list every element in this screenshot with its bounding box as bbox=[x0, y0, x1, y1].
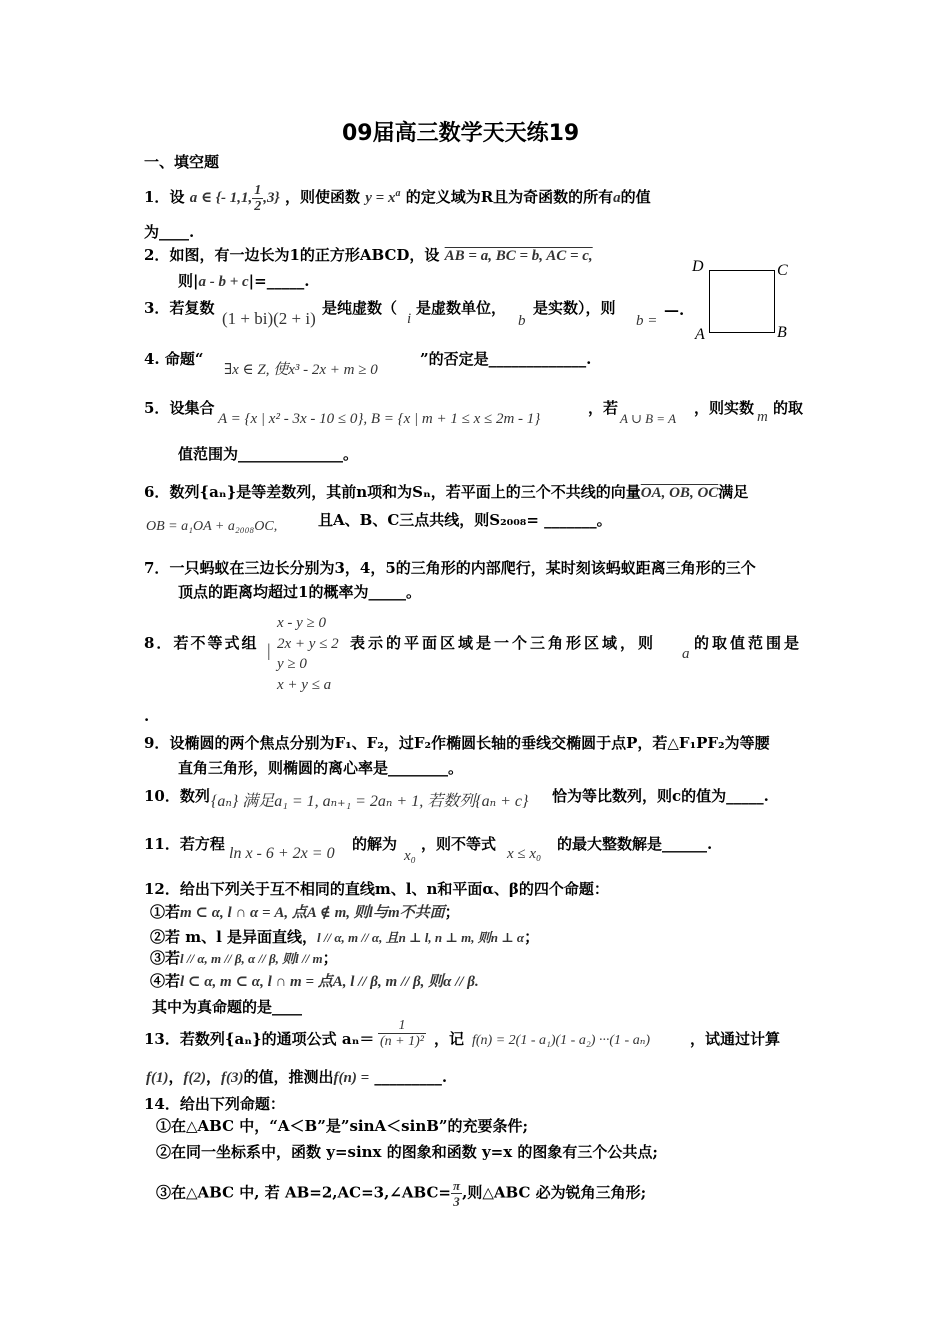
q7-line1: 7．一只蚂蚁在三边长分别为3，4，5的三角形的内部爬行，某时刻该蚂蚁距离三角形的三个 bbox=[144, 559, 756, 577]
q11-post: 的最大整数解是______. bbox=[557, 835, 713, 853]
q12-line1: 12．给出下列关于互不相同的直线m、l、n和平面α、β的四个命题： bbox=[144, 880, 609, 898]
q11-mid2: ，则不等式 bbox=[421, 835, 497, 853]
q3-expr: (1 + bi)(2 + i) bbox=[222, 309, 316, 328]
q6-line1: 6．数列{aₙ}是等差数列，其前n项和为Sₙ，若平面上的三个不共线的向量OA, OB, OC满足 bbox=[144, 483, 749, 501]
section-heading: 一、填空题 bbox=[144, 153, 220, 171]
q10-pre: 10．数列 bbox=[144, 787, 210, 805]
q5-pre: 5．设集合 bbox=[144, 399, 215, 417]
q5-var: m bbox=[757, 409, 768, 425]
q8-brace: | bbox=[267, 640, 271, 660]
q14-item-2: ②在同一坐标系中，函数 y=sinx 的图象和函数 y=x 的图象有三个公共点; bbox=[156, 1143, 658, 1161]
vertex-a-label: A bbox=[695, 326, 705, 343]
q11-mid: 的解为 bbox=[352, 835, 398, 853]
q3-b: b bbox=[518, 313, 526, 329]
q12-item-2: ②若 m、l 是异面直线，l // α, m // α, 且n ⊥ l, n ⊥ m, 则n ⊥ α； bbox=[150, 928, 540, 946]
q12-item-4: ④若l ⊂ α, m ⊂ α, l ∩ m = 点A, l // β, m // β, 则α // β. bbox=[150, 972, 479, 990]
q9-line2: 直角三角形，则椭圆的离心率是________。 bbox=[178, 759, 464, 777]
q13-line2: f(1)，f(2)，f(3)的值，推测出f(n) = _________. bbox=[146, 1068, 448, 1086]
q8-var: a bbox=[682, 646, 690, 662]
q13-mid: ，记 bbox=[434, 1030, 465, 1048]
q12-item-1: ①若m ⊂ α, l ∩ α = A, 点A ∉ m, 则l与m不共面； bbox=[150, 903, 460, 921]
q12-conclusion: 其中为真命题的是____ bbox=[152, 998, 303, 1016]
q12-item-3: ③若l // α, m // β, α // β, 则l // m； bbox=[150, 949, 338, 967]
q10-expr: {aₙ} 满足a₁ = 1, aₙ₊₁ = 2aₙ + 1, 若数列{aₙ + c} bbox=[211, 793, 529, 810]
q3-tail: b = bbox=[636, 313, 658, 329]
q1-set: a ∈ {- 1,1, $\frac{1}{2}$ ,3} bbox=[189, 183, 280, 214]
q3-mid1: 是纯虚数（ bbox=[322, 299, 398, 317]
q3-end: —. bbox=[664, 301, 685, 319]
q11-x0: x₀ bbox=[404, 848, 416, 864]
q11-expr: ln x - 6 + 2x = 0 bbox=[229, 845, 335, 862]
q2-line2: 则|a - b + c|=_____. bbox=[178, 272, 310, 290]
square-figure bbox=[709, 270, 775, 333]
q8-mid: 表示的平面区域是一个三角形区域，则 bbox=[350, 634, 657, 652]
q11-ineq: x ≤ x₀ bbox=[507, 846, 542, 862]
q1-func: $y = x^a$ bbox=[365, 187, 401, 206]
q5-expr: A = {x | x² - 3x - 10 ≤ 0}, B = {x | m + 1 ≤ x ≤ 2m - 1} bbox=[218, 411, 541, 427]
q11-pre: 11．若方程 bbox=[144, 835, 225, 853]
q14-item-1: ①在△ABC 中，“A＜B”是”sinA＜sinB”的充要条件; bbox=[156, 1117, 529, 1135]
q3-mid2: 是虚数单位， bbox=[416, 299, 507, 317]
q7-line2: 顶点的距离均超过1的概率为_____。 bbox=[178, 583, 421, 601]
q4-post: ”的否定是_____________. bbox=[420, 350, 592, 368]
q3-line: 3．若复数 bbox=[144, 299, 215, 317]
page-title: 09届高三数学天天练19 bbox=[342, 121, 580, 146]
q13-expr: f(n) = 2(1 - a₁)(1 - a₂) ···(1 - aₙ) bbox=[472, 1033, 651, 1048]
q8-dot: . bbox=[144, 707, 150, 725]
q5-line2: 值范围为______________。 bbox=[178, 445, 359, 463]
q1-line1: 1．设 a ∈ {- 1,1, $\frac{1}{2}$ ,3} ，则使函数 $y = x^a$ 的定义域为R且为奇函数的所有a的值 bbox=[144, 183, 651, 214]
q6-line2: 且A、B、C三点共线，则S₂₀₀₈= _______。 bbox=[318, 511, 612, 529]
q8-end: 的取值范围是 bbox=[694, 634, 803, 652]
q1-line2: 为____. bbox=[144, 223, 195, 241]
q14-item-3: ③在△ABC 中, 若 AB=2,AC=3,∠ABC= $\frac{\pi}{3}$ ,则△ABC 必为锐角三角形; bbox=[156, 1178, 647, 1209]
q8-sys-1: x - y ≥ 0 bbox=[277, 615, 327, 631]
q5-post: ，则实数 bbox=[694, 399, 755, 417]
q8-sys-2: 2x + y ≤ 2 bbox=[277, 636, 339, 652]
q13-fraction: $\frac{1}{\text{(n + 1)²}}$ bbox=[380, 1018, 424, 1049]
q13-post: ，试通过计算 bbox=[690, 1030, 781, 1048]
vertex-d-label: D bbox=[692, 258, 704, 275]
vertex-c-label: C bbox=[777, 262, 788, 279]
q10-post: 恰为等比数列，则c的值为_____. bbox=[552, 787, 769, 805]
q8-sys-3: y ≥ 0 bbox=[277, 656, 307, 672]
q6-expr: OB = a₁OA + a₂₀₀₈OC, bbox=[146, 519, 278, 534]
q4-line: 4. 命题“ bbox=[144, 350, 204, 368]
q8-line: 8．若不等式组 bbox=[144, 634, 259, 652]
q14-line1: 14．给出下列命题： bbox=[144, 1095, 285, 1113]
q4-expr: ∃x ∈ Z, 使x³ - 2x + m ≥ 0 bbox=[224, 362, 378, 378]
q13-pre: 13．若数列{aₙ}的通项公式 aₙ＝ bbox=[144, 1030, 375, 1048]
q5-mid: ，若 bbox=[588, 399, 619, 417]
q3-i: i bbox=[407, 311, 412, 327]
q8-sys-4: x + y ≤ a bbox=[277, 677, 332, 693]
q2-line1: 2．如图，有一边长为1的正方形ABCD，设 AB = a, BC = b, AC = c, bbox=[144, 246, 593, 264]
q9-line1: 9．设椭圆的两个焦点分别为F₁、F₂，过F₂作椭圆长轴的垂线交椭圆于点P，若△F₁PF₂为等腰 bbox=[144, 734, 770, 752]
q5-end: 的取 bbox=[773, 399, 804, 417]
q5-cond: A ∪ B = A bbox=[620, 411, 677, 426]
vertex-b-label: B bbox=[777, 324, 787, 341]
q3-mid3: 是实数），则 bbox=[533, 299, 616, 317]
